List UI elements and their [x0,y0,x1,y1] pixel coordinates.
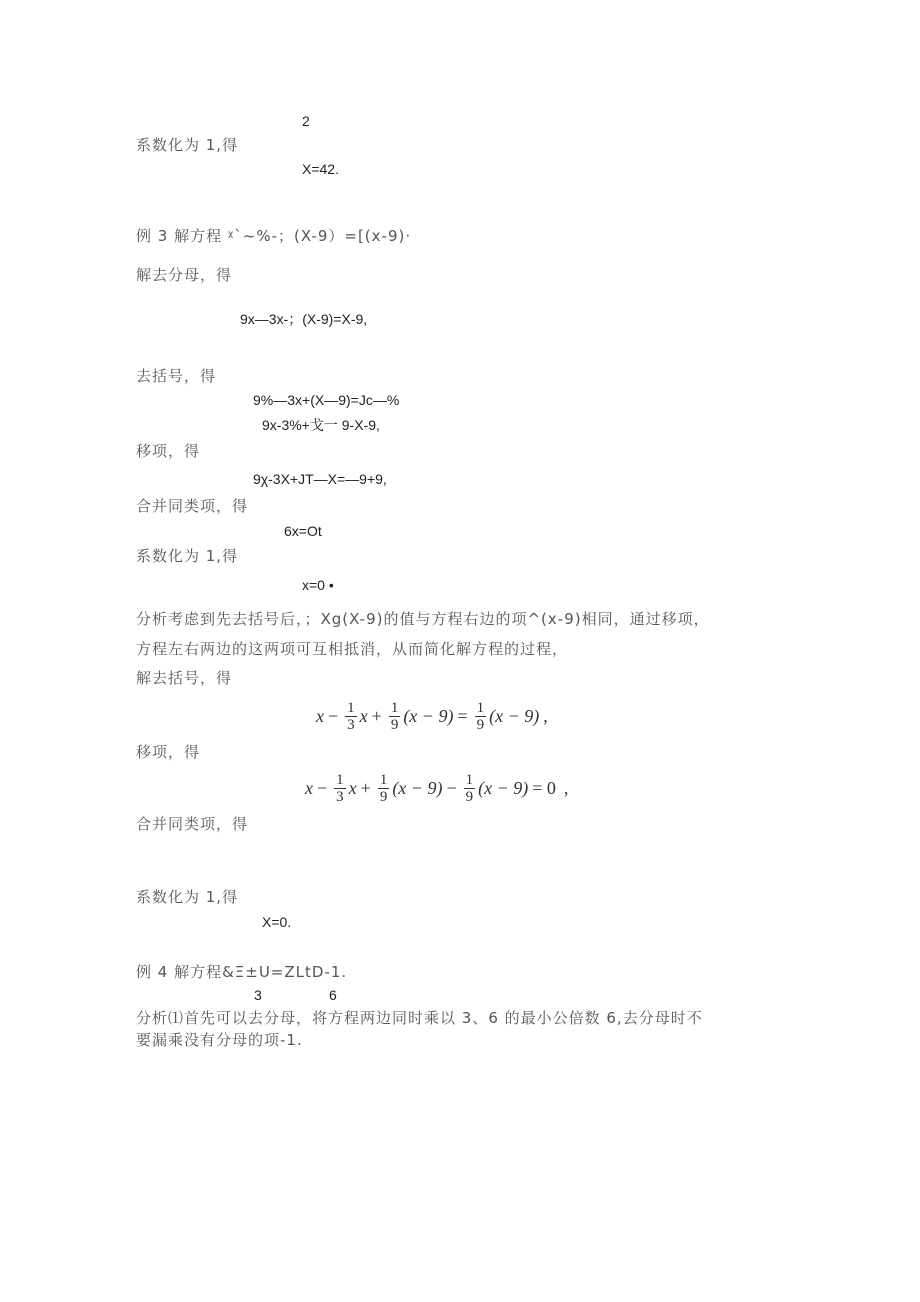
example-3-title: 例 3 解方程 ᵡ`~%-；(X-9）=[(x-9)· [136,227,412,245]
math-fraction [464,772,476,805]
equation: 9χ-3X+JT—X=—9+9, [253,471,387,487]
math-op: − [446,777,457,798]
solution-label: 解去分母，得 [136,266,233,284]
math-var: x [348,777,357,798]
step-label: 系数化为 1,得 [136,547,239,565]
math-fraction [345,700,357,733]
frac-num: 1 [347,699,355,716]
step-label: 合并同类项，得 [136,497,249,515]
equation-result: x=0 • [302,577,334,593]
math-op: + [360,777,371,798]
example-4-title: 例 4 解方程&Ξ±U=ZLtD-1. [136,963,348,981]
math-equation-2 [305,766,572,810]
frac-num: 1 [336,771,344,788]
step-label: 去括号，得 [136,367,217,385]
step-label: 系数化为 1,得 [136,136,239,154]
math-fraction [389,700,401,733]
step-label: 系数化为 1,得 [136,888,239,906]
fraction-denominator: 3 [254,987,262,1003]
analysis-text: 分析⑴首先可以去分母，将方程两边同时乘以 3、6 的最小公倍数 6,去分母时不 [136,1009,703,1027]
math-op: − [317,777,328,798]
equation: 9x—3x-；(X-9)=X-9, [240,311,368,327]
math-var: x [305,777,313,798]
step-label: 合并同类项，得 [136,815,249,833]
math-group: (x − 9) [478,777,529,798]
frac-den: 9 [390,716,399,733]
analysis-text: 要漏乘没有分母的项-1. [136,1031,303,1049]
math-op: = [457,705,468,726]
math-fraction [475,700,487,733]
frac-den: 9 [379,788,388,805]
math-op: , [563,777,569,798]
step-label: 移项，得 [136,442,201,460]
math-group: (x − 9) [403,705,454,726]
math-fraction [378,772,390,805]
math-var: x [316,705,324,726]
math-op: = 0 [532,777,556,798]
equation: 9%—3x+(X—9)=Jc—% [253,392,400,408]
math-equation-1 [316,694,552,738]
frac-num: 1 [476,699,485,716]
analysis-text: 方程左右两边的这两项可互相抵消，从而简化解方程的过程， [136,640,569,658]
frac-den: 3 [347,716,355,733]
fraction-denominator: 6 [329,987,337,1003]
equation-result: X=42. [302,161,339,177]
frac-num: 1 [390,699,399,716]
math-var: x [359,705,368,726]
frac-num: 1 [379,771,388,788]
frac-den: 9 [465,788,474,805]
analysis-text: 分析考虑到先去括号后，；Xg(X-9)的值与方程右边的项^(x-9)相同，通过移项， [136,610,710,628]
frac-num: 1 [465,771,474,788]
frac-den: 3 [336,788,344,805]
math-fraction [334,772,346,805]
math-group: (x − 9) [489,705,540,726]
equation: 9x-3%+戈一 9-X-9, [262,417,380,433]
math-group: (x − 9) [392,777,443,798]
solution-label: 解去括号，得 [136,669,233,687]
math-op: + [371,705,382,726]
equation-result: X=0. [262,914,292,930]
math-op: − [328,705,339,726]
step-label: 移项，得 [136,743,201,761]
frac-den: 9 [476,716,485,733]
math-op: , [543,705,548,726]
equation: 6x=Ot [284,523,322,539]
fraction-denominator: 2 [302,113,310,129]
